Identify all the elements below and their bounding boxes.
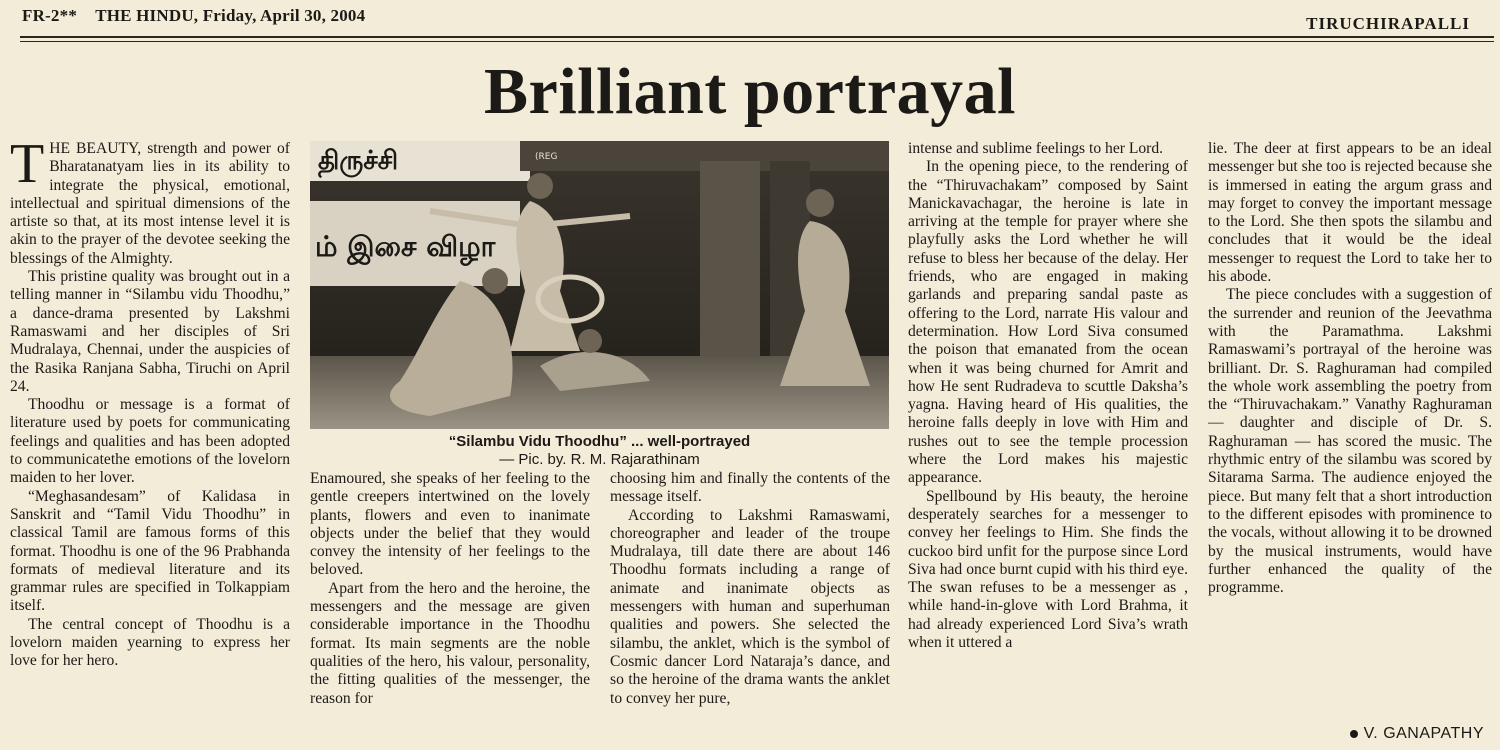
article-column-3 (610, 470, 890, 748)
paragraph: lie. The deer at first appears to be an ideal messenger but she too is rejected because she is immersed in eating the argum grass and may forget to convey the important message to the Lord. She then spots the silambu and concludes that it would be the ideal messenger to request the Lord to take her to his abode. (1208, 140, 1492, 286)
article-column-5 (1208, 140, 1492, 748)
banner-text-bottom: ம் இசை விழா (315, 230, 496, 263)
photo-caption (310, 433, 889, 469)
paragraph: Apart from the hero and the heroine, the messengers and the message are given considerable importance in the Thoodhu format. Its main segments are the noble qualities of the hero, his valour, personality, the fitting qualities of the messenger, the reason for (310, 579, 590, 707)
banner-mark: (REG (535, 152, 558, 162)
caption-title: “Silambu Vidu Thoodhu” ... well-portrayed (448, 433, 751, 450)
paragraph: This pristine quality was brought out in a telling manner in “Silambu vidu Thoodhu,” a dance-drama presented by Lakshmi Ramaswami and her disciples of Sri Mudralaya, Chennai, under the auspicies of the Rasika Ranjana Sabha, Tiruchi on April 24. (10, 268, 290, 395)
dance-photo (310, 141, 889, 429)
article-column-1 (10, 140, 290, 748)
byline (1350, 725, 1484, 743)
paragraph: “Meghasandesam” of Kalidasa in Sanskrit and “Tamil Vidu Thoodhu” in classical Tamil are famous forms of this format. Thoodhu is one of the 96 Prabhanda formats of medieval literature and its grammar rules are specified in Tolkappiam itself. (10, 487, 290, 615)
paragraph: The central concept of Thoodhu is a lovelorn maiden yearning to express her love for her hero. (10, 615, 290, 670)
article-column-2 (310, 470, 590, 748)
paragraph: intense and sublime feelings to her Lord. (908, 140, 1164, 157)
paragraph: In the opening piece, to the rendering of the “Thiruvachakam” composed by Saint Manickavachagar, the heroine is late in arriving at the temple for prayer where she playfully asks the Lord whether he will refuse to bless her because of the delay. Her friends, who are engaged in making garlands and preparing sandal paste as offering to the Lord, narrate His valour and determination. How Lord Siva consumed the poison that emanated from the ocean when it was being churned for Amrit and how He sent Rudradeva to scuttle Daksha’s yagna. Having heard of His qualities, the heroine falls deeply in love with Him and rushes out to see the temple procession where the Lord makes his majestic appearance. (908, 158, 1188, 487)
drop-cap: T (10, 140, 45, 195)
masthead (22, 6, 379, 26)
dance-photo-image (310, 141, 889, 429)
paragraph: THE BEAUTY, strength and power of Bharatanatyam lies in its ability to integrate the physical, emotional, intellectual and spiritual dimensions of the artiste so that, at its most intense level it is akin to the prayer of the devotee seeking the blessings of the Almighty. (10, 140, 290, 267)
paragraph: Spellbound by His beauty, the heroine desperately searches for a messenger to convey her feelings to Him. She finds the cuckoo bird unfit for the purpose since Lord Siva had once burnt cupid with his third eye. The swan refuses to be a messenger as , while hand-in-glove with Lord Brahma, it had already experienced Lord Siva’s wrath when it uttered a (908, 487, 1188, 652)
paragraph: choosing him and finally the contents of the message itself. (610, 470, 890, 506)
article-column-4 (908, 140, 1188, 748)
bullet-icon (1350, 730, 1358, 738)
headline: Brilliant portrayal (484, 55, 1016, 128)
header-rule-thin (20, 41, 1494, 42)
page-number: FR-2** (22, 6, 78, 25)
paragraph: Enamoured, she speaks of her feeling to the gentle creepers intertwined on the lovely plants, flowers and even to inanimate objects under the belief that they would convey the intensity of her feelings to the beloved. (310, 470, 590, 579)
paragraph: According to Lakshmi Ramaswami, choreographer and leader of the troupe Mudralaya, till date there are about 146 Thoodhu formats including a range of animate and inanimate objects as messengers with human and superhuman qualities and powers. She selected the silambu, the anklet, which is the symbol of Cosmic dancer Lord Nataraja’s dance, and so the heroine of the drama wants the anklet to convey her pure, (610, 506, 890, 707)
edition-label: TIRUCHIRAPALLI (1306, 14, 1470, 33)
paper-date: THE HINDU, Friday, April 30, 2004 (95, 6, 366, 25)
caption-credit: — Pic. by. R. M. Rajarathinam (499, 451, 700, 468)
paragraph: Thoodhu or message is a format of literature used by poets for communicating feelings and qualities and has been adopted to communicatethe emotions of the lovelorn maiden to her lover. (10, 396, 290, 487)
banner-text-top: திருச்சி (318, 146, 399, 176)
header-rule (20, 36, 1494, 38)
byline-author: V. GANAPATHY (1363, 725, 1484, 742)
paragraph: The piece concludes with a suggestion of the surrender and reunion of the Jeevathma with the Paramathma. Lakshmi Ramaswami’s portrayal of the heroine was brilliant. Dr. S. Raghuraman had compiled the whole work assembling the poetry from the “Thiruvachakam.” Vanathy Raghuraman — daughter and disciple of Dr. S. Raghuraman — has scored the music. The rhythmic entry of the silambu was scored by Sitarama Sarma. The audience enjoyed the piece. But many felt that a short introduction to the different episodes with prominence to the vocals, without allowing it to be drowned by the musical instruments, would have further enhanced the quality of the programme. (1208, 286, 1492, 597)
